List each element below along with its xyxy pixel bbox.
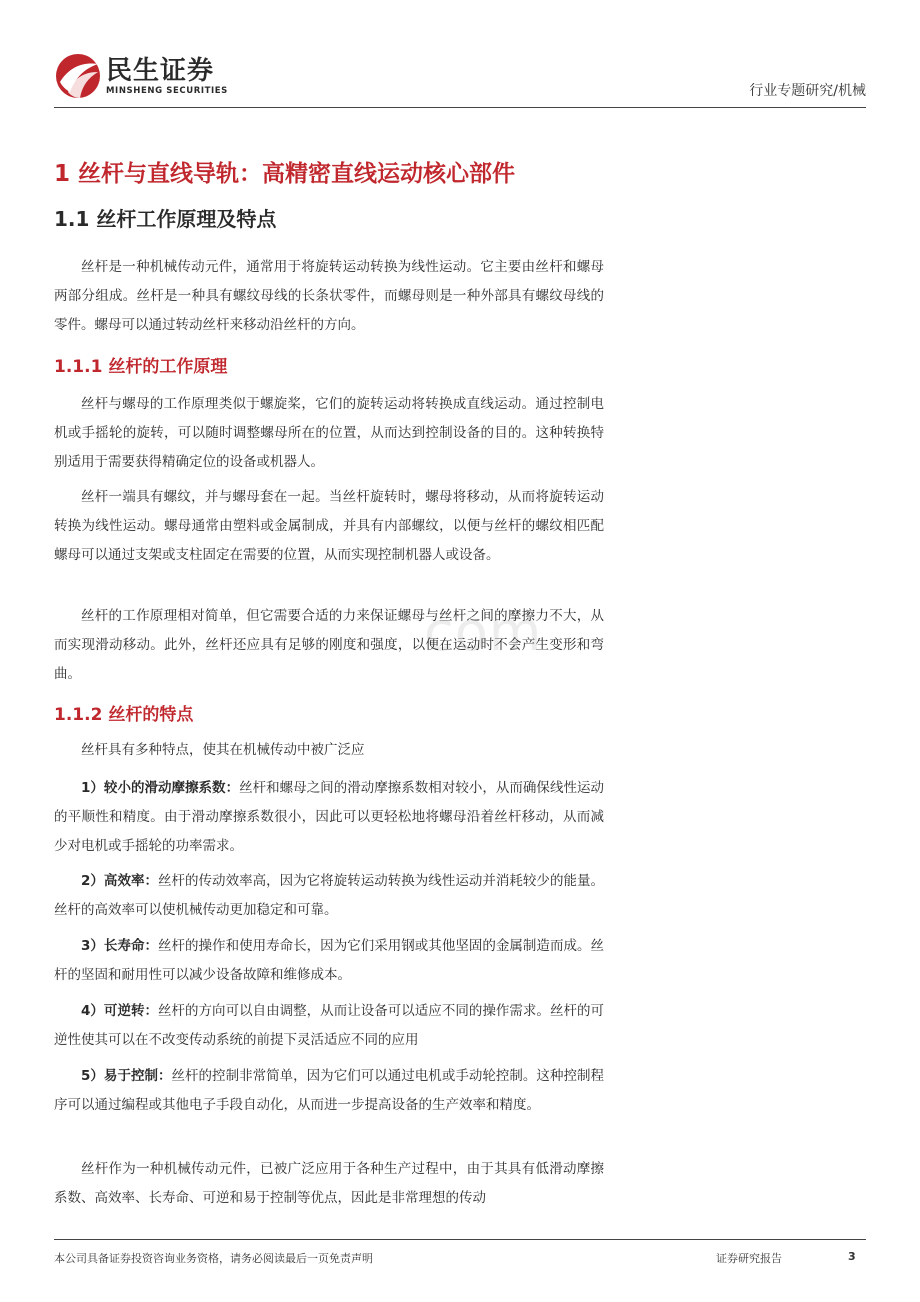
- feature-text: 丝杆和螺母之间的滑动摩擦系数相对较小，从而确保线性运动的平顺性和精度。由于滑动摩擦系数很小，因此可以更轻松地将螺母沿着丝杆移动，从而减少对电机或手摇轮的功率需求。: [54, 780, 604, 854]
- report-category: 行业专题研究/机械: [749, 83, 866, 99]
- feature-item-5: [54, 1062, 604, 1120]
- feature-text: 丝杆的方向可以自由调整，从而让设备可以适应不同的操作需求。丝杆的可逆性使其可以在不改变传动系统的前提下灵活适应不同的应用: [54, 1003, 604, 1048]
- feature-label: 3）长寿命：: [81, 938, 158, 954]
- subsubsection-heading-features: 1.1.2 丝杆的特点: [54, 705, 194, 725]
- footer-report-type: 证券研究报告: [716, 1252, 782, 1265]
- feature-item-4: [54, 997, 604, 1055]
- intro-paragraph: 丝杆是一种机械传动元件，通常用于将旋转运动转换为线性运动。它主要由丝杆和螺母两部分组成。丝杆是一种具有螺纹母线的长条状零件，而螺母则是一种外部具有螺纹母线的零件。螺母可以通过转动丝杆来移动沿丝杆的方向。: [54, 259, 604, 333]
- watermark: com: [424, 600, 543, 663]
- minsheng-logo-icon: [54, 52, 102, 100]
- page-header: [54, 52, 866, 107]
- feature-label: 5）易于控制：: [81, 1068, 172, 1084]
- principle-paragraph-3: 丝杆的工作原理相对简单，但它需要合适的力来保证螺母与丝杆之间的摩擦力不大，从而实现滑动移动。此外，丝杆还应具有足够的刚度和强度，以便在运动时不会产生变形和弯曲。: [54, 608, 604, 682]
- principle-paragraph-1: 丝杆与螺母的工作原理类似于螺旋桨，它们的旋转运动将转换成直线运动。通过控制电机或手摇轮的旋转，可以随时调整螺母所在的位置，从而达到控制设备的目的。这种转换特别适用于需要获得精确定位的设备或机器人。: [54, 396, 604, 470]
- header-divider: [54, 107, 866, 108]
- feature-item-2: [54, 867, 604, 925]
- feature-text: 丝杆的控制非常简单，因为它们可以通过电机或手动轮控制。这种控制程序可以通过编程或其他电子手段自动化，从而进一步提高设备的生产效率和精度。: [54, 1068, 604, 1113]
- section-heading: 1 丝杆与直线导轨：高精密直线运动核心部件: [54, 161, 516, 187]
- features-intro: 丝杆具有多种特点，使其在机械传动中被广泛应: [81, 742, 365, 758]
- closing-paragraph: 丝杆作为一种机械传动元件，已被广泛应用于各种生产过程中，由于其具有低滑动摩擦系数、高效率、长寿命、可逆和易于控制等优点，因此是非常理想的传动: [54, 1161, 604, 1206]
- company-logo: [54, 52, 228, 100]
- footer-divider: [54, 1239, 866, 1240]
- subsection-heading: 1.1 丝杆工作原理及特点: [54, 207, 277, 231]
- footer-disclaimer: 本公司具备证券投资咨询业务资格，请务必阅读最后一页免责声明: [54, 1252, 373, 1265]
- page-number: 3: [848, 1250, 856, 1263]
- feature-item-1: [54, 774, 604, 861]
- feature-label: 4）可逆转：: [81, 1003, 158, 1019]
- feature-label: 1）较小的滑动摩擦系数：: [81, 780, 240, 796]
- subsubsection-heading-principle: 1.1.1 丝杆的工作原理: [54, 357, 228, 377]
- feature-text: 丝杆的操作和使用寿命长，因为它们采用钢或其他坚固的金属制造而成。丝杆的坚固和耐用性可以减少设备故障和维修成本。: [54, 938, 604, 983]
- logo-chinese-name: 民生证券: [106, 55, 215, 86]
- feature-text: 丝杆的传动效率高，因为它将旋转运动转换为线性运动并消耗较少的能量。丝杆的高效率可以使机械传动更加稳定和可靠。: [54, 873, 604, 918]
- feature-label: 2）高效率：: [81, 873, 158, 889]
- feature-item-3: [54, 932, 604, 990]
- logo-english-name: MINSHENG SECURITIES: [106, 85, 228, 96]
- principle-paragraph-2: 丝杆一端具有螺纹，并与螺母套在一起。当丝杆旋转时，螺母将移动，从而将旋转运动转换为线性运动。螺母通常由塑料或金属制成，并具有内部螺纹，以便与丝杆的螺纹相匹配螺母可以通过支架或支柱固定在需要的位置，从而实现控制机器人或设备。: [54, 489, 604, 563]
